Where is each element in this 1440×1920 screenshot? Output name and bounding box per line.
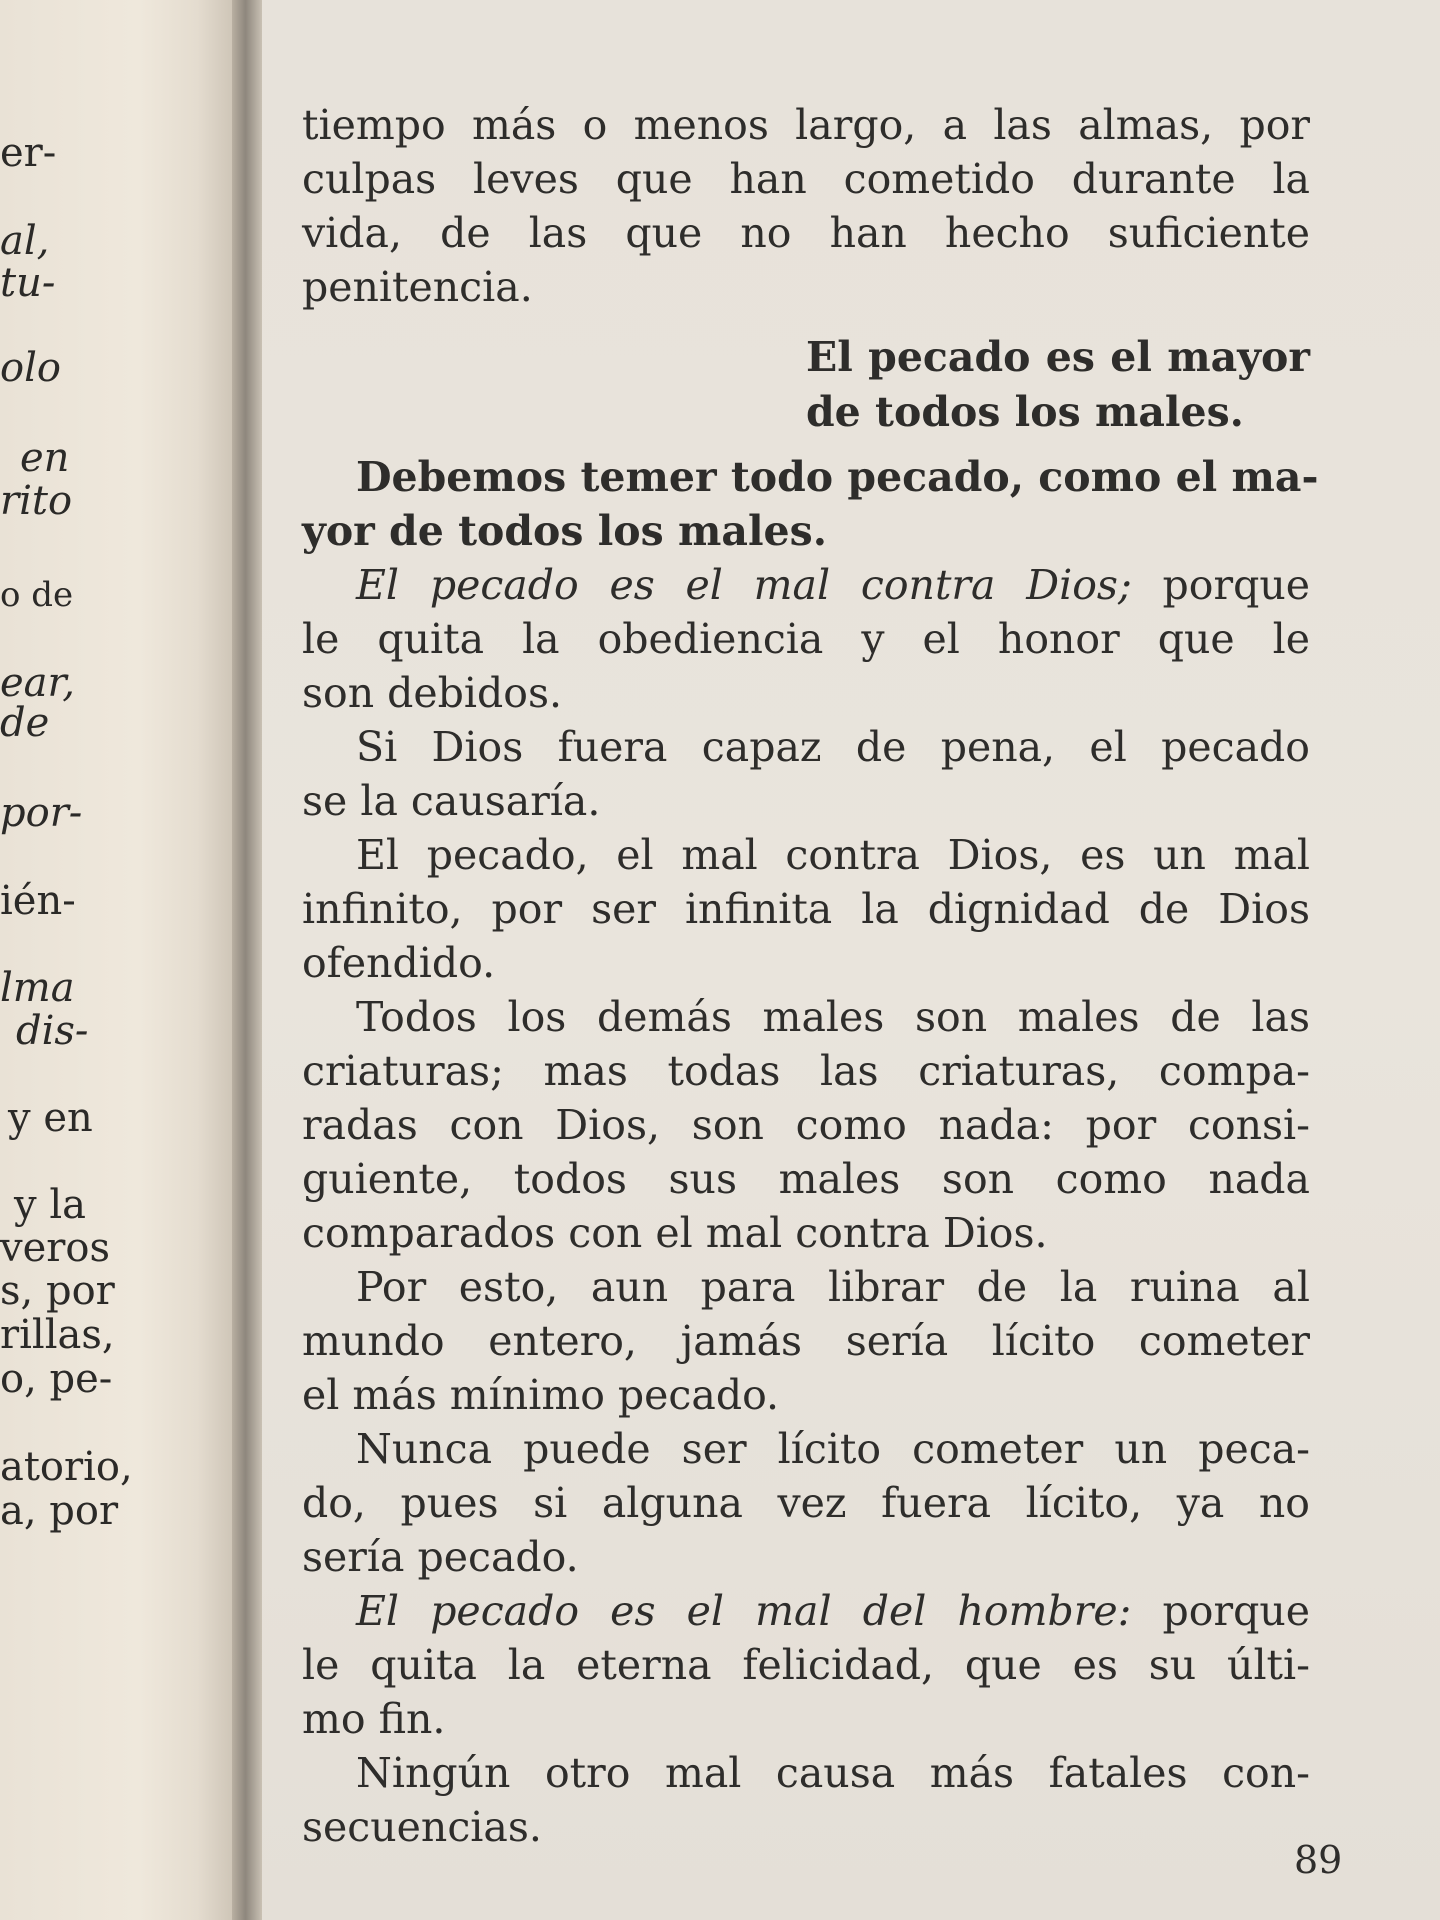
left-fragment: y la [14, 1182, 86, 1228]
left-fragment: en [20, 435, 70, 481]
heading-line: de todos los males. [806, 388, 1244, 436]
text-line: Todos los demás males son males de las [356, 993, 1310, 1041]
text-line: do, pues si alguna vez fuera lícito, ya no [302, 1479, 1310, 1527]
left-fragment: rillas, [0, 1312, 115, 1358]
paragraph-por-esto [302, 1260, 1310, 1422]
left-fragment: ear, [0, 660, 75, 706]
left-fragment: er- [0, 130, 57, 176]
text-line: mo fin. [302, 1695, 446, 1743]
intro-paragraph [302, 98, 1310, 314]
text-line: tiempo más o menos largo, a las almas, por [302, 101, 1310, 149]
right-page [262, 0, 1440, 1920]
text-line: vida, de las que no han hecho suficiente [302, 209, 1310, 257]
italic-lead: El pecado es el mal contra Dios; [356, 561, 1132, 609]
page-number: 89 [1294, 1838, 1343, 1882]
text-line: el más mínimo pecado. [302, 1371, 780, 1419]
text-line [302, 1584, 1310, 1638]
left-fragment: s, por [0, 1268, 115, 1314]
text-run: porque [1131, 561, 1311, 609]
text-line: El pecado, el mal contra Dios, es un mal [356, 831, 1310, 879]
text-line: le quita la obediencia y el honor que le [302, 615, 1310, 663]
text-line: sería pecado. [302, 1533, 579, 1581]
text-line [302, 558, 1310, 612]
text-line: Debemos temer todo pecado, como el ma- [356, 453, 1319, 501]
left-fragment: dis- [16, 1008, 89, 1054]
paragraph-ningun-otro-mal [302, 1746, 1310, 1854]
text-line: mundo entero, jamás sería lícito cometer [302, 1317, 1310, 1365]
left-fragment: y en [8, 1095, 93, 1141]
page-text [302, 98, 1319, 1854]
bold-statement [302, 450, 1319, 558]
paragraph-mal-infinito [302, 828, 1310, 990]
text-line: yor de todos los males. [302, 507, 827, 555]
text-line: criaturas; mas todas las criaturas, compa- [302, 1047, 1310, 1095]
text-line: Ningún otro mal causa más fatales con- [356, 1749, 1310, 1797]
left-fragment: tu- [0, 260, 56, 306]
left-fragment: o de [0, 575, 74, 615]
text-line: guiente, todos sus males son como nada [302, 1155, 1310, 1203]
text-line: culpas leves que han cometido durante la [302, 155, 1310, 203]
text-line: comparados con el mal contra Dios. [302, 1209, 1048, 1257]
heading-line: El pecado es el mayor [806, 333, 1310, 381]
left-page [0, 0, 232, 1920]
text-line: Por esto, aun para librar de la ruina al [356, 1263, 1310, 1311]
text-run: porque [1131, 1587, 1310, 1635]
text-line: le quita la eterna felicidad, que es su últi- [302, 1641, 1310, 1689]
paragraph-demas-males [302, 990, 1310, 1260]
left-fragment: de [0, 700, 50, 746]
left-fragment: lma [0, 965, 75, 1011]
text-line: secuencias. [302, 1803, 542, 1851]
left-fragment: o, pe- [0, 1356, 113, 1402]
text-line: Si Dios fuera capaz de pena, el pecado [356, 723, 1310, 771]
left-fragment: a, por [0, 1488, 119, 1534]
book-gutter [232, 0, 262, 1920]
left-fragment: por- [0, 790, 83, 836]
left-fragment: veros [0, 1225, 110, 1271]
left-fragment: al, [0, 218, 50, 264]
text-line: son debidos. [302, 669, 563, 717]
left-fragment: ién- [0, 878, 76, 924]
paragraph-mal-contra-dios [302, 558, 1310, 720]
text-line: ofendido. [302, 939, 496, 987]
text-line: infinito, por ser infinita la dignidad de Dios [302, 885, 1310, 933]
text-line: penitencia. [302, 263, 533, 311]
text-line: Nunca puede ser lícito cometer un peca- [356, 1425, 1310, 1473]
paragraph-capaz-de-pena [302, 720, 1310, 828]
section-heading [302, 330, 1310, 440]
left-fragment: atorio, [0, 1444, 133, 1490]
italic-lead: El pecado es el mal del hombre: [356, 1587, 1132, 1635]
paragraph-nunca-licito [302, 1422, 1310, 1584]
paragraph-mal-del-hombre [302, 1584, 1310, 1746]
left-fragment: olo [0, 345, 61, 391]
text-line: radas con Dios, son como nada: por consi- [302, 1101, 1310, 1149]
text-line: se la causaría. [302, 777, 601, 825]
left-fragment: rito [0, 478, 73, 524]
